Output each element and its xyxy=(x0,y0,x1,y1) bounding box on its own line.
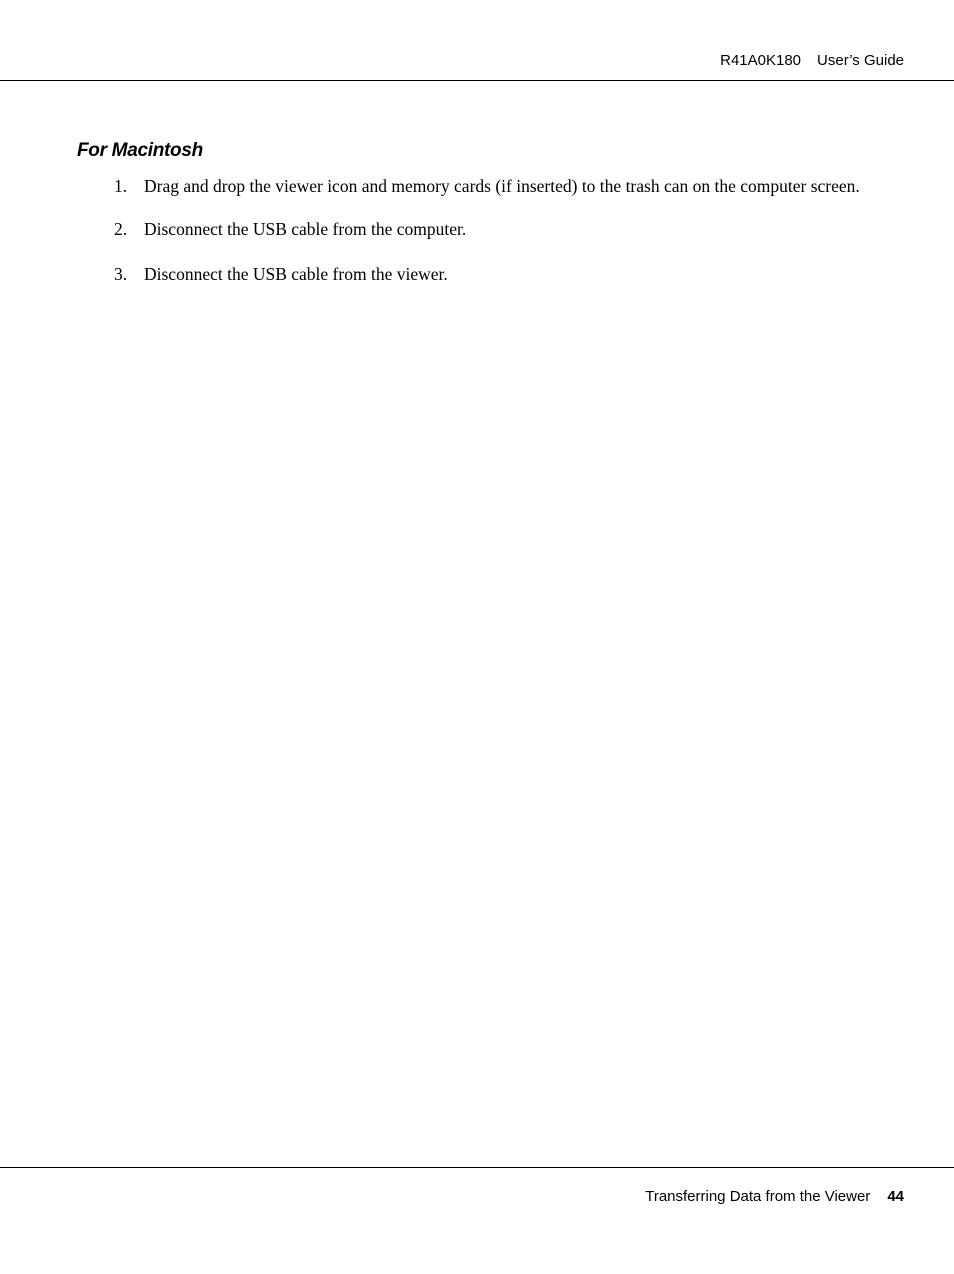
steps-list xyxy=(0,175,884,306)
guide-title: User’s Guide xyxy=(817,52,904,69)
footer-divider xyxy=(0,1167,954,1168)
document-id: R41A0K180 xyxy=(720,52,802,69)
page-header xyxy=(720,51,904,71)
header-divider xyxy=(0,80,954,81)
page-footer xyxy=(645,1187,904,1207)
step-text: Drag and drop the viewer icon and memory cards (if inserted) to the trash can on the computer screen. xyxy=(144,176,860,196)
step-text: Disconnect the USB cable from the viewer. xyxy=(144,264,448,284)
step-text: Disconnect the USB cable from the computer. xyxy=(144,219,467,239)
step-number: 2. xyxy=(114,219,128,239)
page-number: 44 xyxy=(887,1188,904,1205)
list-item xyxy=(0,175,884,198)
list-item xyxy=(0,263,884,286)
chapter-title: Transferring Data from the Viewer xyxy=(645,1188,871,1205)
step-number: 1. xyxy=(114,176,128,196)
step-number: 3. xyxy=(114,264,128,284)
list-item xyxy=(0,218,884,241)
section-title: For Macintosh xyxy=(77,140,203,161)
